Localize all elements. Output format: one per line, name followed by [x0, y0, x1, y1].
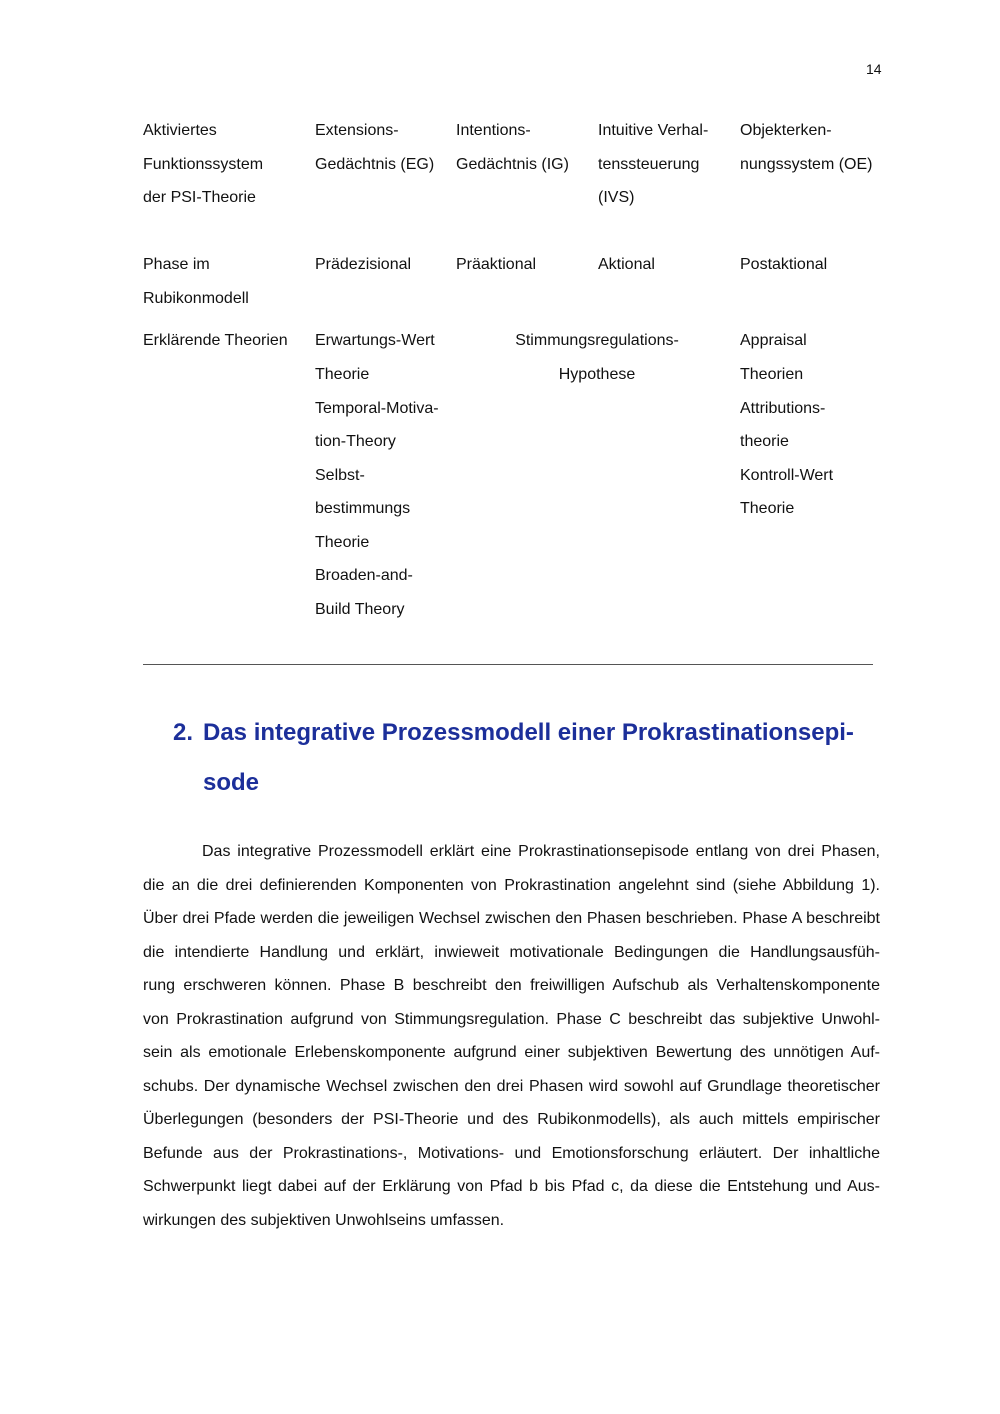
table-cell-text: Theorie [740, 500, 795, 517]
paragraph-line: Befunde aus der Prokrastinations-, Motivations- und Emotionsforschung erläutert. Der inhaltliche [143, 1144, 880, 1162]
paragraph-line: die intendierte Handlung und erklärt, inwieweit motivationale Bedingungen die Handlungsausfüh- [143, 943, 880, 961]
table-cell-text: Prädezisional [315, 256, 412, 273]
paragraph-line: schubs. Der dynamische Wechsel zwischen den drei Phasen wird sowohl auf Grundlage theoretischer [143, 1077, 880, 1095]
table-cell-text: Hypothese [558, 366, 636, 383]
table-cell-text: theorie [740, 433, 789, 450]
paragraph-line: Schwerpunkt liegt dabei auf der Erklärung von Pfad b bis Pfad c, da diese die Entstehung und Aus- [143, 1178, 880, 1195]
table-cell-text: Temporal-Motiva- [315, 400, 439, 417]
table-cell-text: Attributions- [740, 400, 826, 417]
table-cell-text: Aktiviertes [143, 122, 217, 139]
section-number: 2. [173, 719, 194, 746]
page-number: 14 [866, 61, 882, 77]
table-cell-text: Intentions- [456, 122, 531, 139]
table-cell-text: Funktionssystem [143, 156, 264, 173]
table-cell-text: Theorie [315, 534, 370, 551]
paragraph-line: die an die drei definierenden Komponenten von Prokrastination angelehnt sind (siehe Abbildung 1). [143, 876, 880, 894]
table-cell-text: (IVS) [598, 189, 635, 206]
table-cell-text: Gedächtnis (EG) [315, 156, 435, 173]
section-title-line: sode [203, 769, 260, 796]
table-cell-text: Objekterken- [740, 122, 832, 139]
paragraph-line: rung erschweren können. Phase B beschreibt den freiwilligen Aufschub als Verhaltenskomponente [143, 977, 880, 994]
table-cell-text: Theorien [740, 366, 804, 383]
table-cell-text: tion-Theory [315, 433, 396, 450]
table-cell-text: Theorie [315, 366, 370, 383]
table-cell-text: Gedächtnis (IG) [456, 156, 569, 173]
table-bottom-rule [143, 664, 873, 665]
table-cell-text: Broaden-and- [315, 567, 413, 584]
table-cell-text: Selbst- [315, 467, 365, 484]
paragraph-line: sein als emotionale Erlebenskomponente aufgrund einer subjektiven Bewertung des unnötigen Auf- [143, 1044, 880, 1061]
table-cell-text: Erklärende Theorien [143, 332, 288, 349]
table-cell-text: Extensions- [315, 122, 399, 139]
table-cell-text: der PSI-Theorie [143, 189, 256, 206]
table-cell-text: Präaktional [456, 256, 537, 273]
table-cell-text: Rubikonmodell [143, 290, 249, 307]
table-cell-text: Appraisal [740, 332, 807, 349]
table-cell-text: Build Theory [315, 601, 405, 618]
body-paragraph [143, 835, 880, 1237]
paragraph-line: wirkungen des subjektiven Unwohlseins umfassen. [143, 1211, 505, 1229]
table-cell-text: bestimmungs [315, 500, 411, 517]
table-cell-text: Phase im [143, 256, 210, 273]
paragraph-line: von Prokrastination aufgrund von Stimmungsregulation. Phase C beschreibt das subjektive Unwohl- [143, 1010, 880, 1028]
section-title-line: Das integrative Prozessmodell einer Prokrastinationsepi- [203, 719, 854, 746]
table-cell-text: Aktional [598, 256, 655, 273]
table-cell-text: Intuitive Verhal- [598, 122, 709, 139]
table-cell-text: nungssystem (OE) [740, 156, 873, 173]
table-cell-text: Postaktional [740, 256, 828, 273]
table-cell-text: Stimmungsregulations- [515, 332, 679, 349]
paragraph-line: Überlegungen (besonders der PSI-Theorie und des Rubikonmodells), als auch mittels empirischer [143, 1111, 880, 1128]
paragraph-line: Über drei Pfade werden die jeweiligen Wechsel zwischen den Phasen beschrieben. Phase A beschreibt [143, 910, 880, 927]
table-cell-text: Erwartungs-Wert [315, 332, 435, 349]
table-cell-text: Kontroll-Wert [740, 467, 834, 484]
paragraph-line: Das integrative Prozessmodell erklärt eine Prokrastinationsepisode entlang von drei Phasen, [202, 843, 880, 860]
table-cell-text: tenssteuerung [598, 156, 700, 173]
